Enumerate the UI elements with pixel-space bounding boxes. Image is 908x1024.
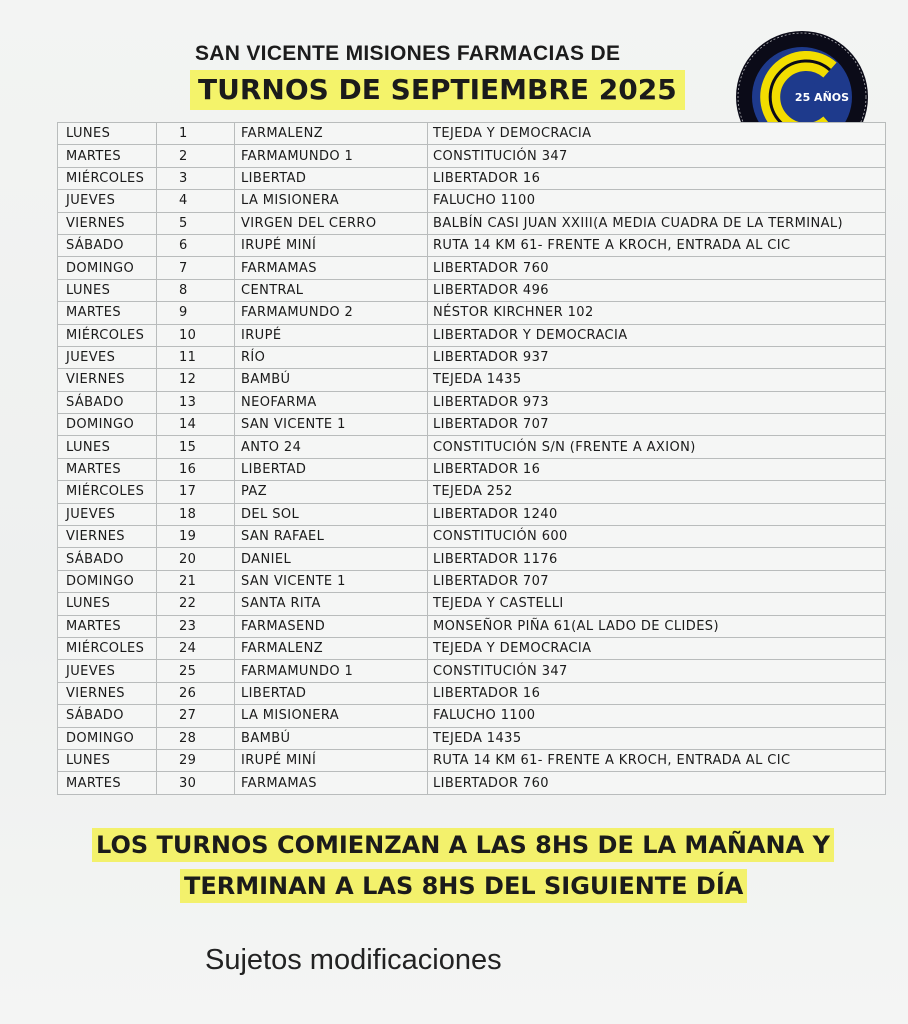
pharmacy-name-cell: FARMAMUNDO 1 [235,145,428,167]
day-cell: VIERNES [58,682,157,704]
note-line-2: TERMINAN A LAS 8HS DEL SIGUIENTE DÍA [180,869,747,903]
date-cell: 21 [157,570,235,592]
date-cell: 17 [157,481,235,503]
date-cell: 25 [157,660,235,682]
pharmacy-name-cell: LIBERTAD [235,458,428,480]
day-cell: MIÉRCOLES [58,167,157,189]
day-cell: DOMINGO [58,414,157,436]
pharmacy-name-cell: DANIEL [235,548,428,570]
day-cell: LUNES [58,123,157,145]
date-cell: 11 [157,346,235,368]
table-row [58,503,886,525]
date-cell: 2 [157,145,235,167]
date-cell: 22 [157,593,235,615]
pharmacy-name-cell: IRUPÉ MINÍ [235,234,428,256]
table-row [58,458,886,480]
pharmacy-name-cell: LA MISIONERA [235,190,428,212]
date-cell: 18 [157,503,235,525]
pharmacy-name-cell: FARMAMAS [235,257,428,279]
table-row [58,190,886,212]
address-cell: LIBERTADOR 1176 [428,548,886,570]
pharmacy-name-cell: IRUPÉ [235,324,428,346]
day-cell: DOMINGO [58,570,157,592]
date-cell: 28 [157,727,235,749]
date-cell: 12 [157,369,235,391]
address-cell: NÉSTOR KIRCHNER 102 [428,302,886,324]
day-cell: SÁBADO [58,705,157,727]
pharmacy-name-cell: ANTO 24 [235,436,428,458]
date-cell: 1 [157,123,235,145]
pharmacy-name-cell: FARMAMAS [235,772,428,794]
day-cell: MARTES [58,772,157,794]
address-cell: LIBERTADOR 937 [428,346,886,368]
day-cell: VIERNES [58,526,157,548]
address-cell: RUTA 14 KM 61- FRENTE A KROCH, ENTRADA AL CIC [428,234,886,256]
date-cell: 9 [157,302,235,324]
address-cell: LIBERTADOR 16 [428,682,886,704]
address-cell: CONSTITUCIÓN 600 [428,526,886,548]
pharmacy-name-cell: FARMAMUNDO 1 [235,660,428,682]
date-cell: 16 [157,458,235,480]
date-cell: 29 [157,749,235,771]
pharmacy-name-cell: SANTA RITA [235,593,428,615]
date-cell: 24 [157,637,235,659]
pharmacy-schedule-table [57,122,886,795]
table-row [58,279,886,301]
day-cell: DOMINGO [58,727,157,749]
table-row [58,234,886,256]
pharmacy-name-cell: VIRGEN DEL CERRO [235,212,428,234]
pharmacy-name-cell: FARMALENZ [235,637,428,659]
day-cell: VIERNES [58,212,157,234]
address-cell: FALUCHO 1100 [428,705,886,727]
day-cell: MARTES [58,615,157,637]
date-cell: 7 [157,257,235,279]
day-cell: LUNES [58,593,157,615]
address-cell: CONSTITUCIÓN S/N (FRENTE A AXION) [428,436,886,458]
date-cell: 4 [157,190,235,212]
date-cell: 13 [157,391,235,413]
date-cell: 26 [157,682,235,704]
pharmacy-name-cell: CENTRAL [235,279,428,301]
table-row [58,526,886,548]
day-cell: LUNES [58,436,157,458]
pharmacy-name-cell: FARMASEND [235,615,428,637]
address-cell: LIBERTADOR 16 [428,167,886,189]
header-title: TURNOS DE SEPTIEMBRE 2025 [190,70,685,110]
table-row [58,615,886,637]
logo-badge-text: 25 AÑOS [794,91,850,104]
day-cell: VIERNES [58,369,157,391]
address-cell: CONSTITUCIÓN 347 [428,660,886,682]
date-cell: 15 [157,436,235,458]
address-cell: MONSEÑOR PIÑA 61(AL LADO DE CLIDES) [428,615,886,637]
table-row [58,570,886,592]
pharmacy-name-cell: LIBERTAD [235,167,428,189]
pharmacy-name-cell: LIBERTAD [235,682,428,704]
day-cell: MIÉRCOLES [58,324,157,346]
address-cell: BALBÍN CASI JUAN XXIII(A MEDIA CUADRA DE LA TERMINAL) [428,212,886,234]
pharmacy-name-cell: RÍO [235,346,428,368]
address-cell: LIBERTADOR 707 [428,414,886,436]
day-cell: JUEVES [58,346,157,368]
day-cell: DOMINGO [58,257,157,279]
pharmacy-name-cell: LA MISIONERA [235,705,428,727]
date-cell: 23 [157,615,235,637]
table-row [58,414,886,436]
address-cell: TEJEDA 1435 [428,727,886,749]
table-row [58,369,886,391]
table-row [58,637,886,659]
date-cell: 19 [157,526,235,548]
table-row [58,481,886,503]
table-row [58,123,886,145]
pharmacy-name-cell: NEOFARMA [235,391,428,413]
table-row [58,257,886,279]
table-row [58,212,886,234]
day-cell: MARTES [58,302,157,324]
date-cell: 6 [157,234,235,256]
day-cell: MIÉRCOLES [58,481,157,503]
day-cell: JUEVES [58,660,157,682]
day-cell: SÁBADO [58,234,157,256]
day-cell: SÁBADO [58,391,157,413]
pharmacy-name-cell: FARMAMUNDO 2 [235,302,428,324]
footer-note: Sujetos modificaciones [205,944,502,976]
address-cell: LIBERTADOR 760 [428,772,886,794]
date-cell: 8 [157,279,235,301]
day-cell: MARTES [58,145,157,167]
address-cell: RUTA 14 KM 61- FRENTE A KROCH, ENTRADA AL CIC [428,749,886,771]
address-cell: TEJEDA 1435 [428,369,886,391]
date-cell: 10 [157,324,235,346]
date-cell: 3 [157,167,235,189]
day-cell: MIÉRCOLES [58,637,157,659]
address-cell: LIBERTADOR 973 [428,391,886,413]
address-cell: LIBERTADOR 16 [428,458,886,480]
table-row [58,772,886,794]
table-row [58,167,886,189]
date-cell: 20 [157,548,235,570]
address-cell: TEJEDA Y DEMOCRACIA [428,123,886,145]
day-cell: MARTES [58,458,157,480]
address-cell: TEJEDA Y DEMOCRACIA [428,637,886,659]
table-row [58,391,886,413]
table-row [58,705,886,727]
pharmacy-name-cell: FARMALENZ [235,123,428,145]
date-cell: 27 [157,705,235,727]
day-cell: LUNES [58,279,157,301]
address-cell: FALUCHO 1100 [428,190,886,212]
day-cell: JUEVES [58,190,157,212]
table-row [58,749,886,771]
pharmacy-name-cell: PAZ [235,481,428,503]
address-cell: LIBERTADOR 760 [428,257,886,279]
day-cell: LUNES [58,749,157,771]
table-row [58,346,886,368]
pharmacy-name-cell: IRUPÉ MINÍ [235,749,428,771]
day-cell: SÁBADO [58,548,157,570]
date-cell: 14 [157,414,235,436]
pharmacy-name-cell: DEL SOL [235,503,428,525]
pharmacy-name-cell: SAN VICENTE 1 [235,414,428,436]
address-cell: LIBERTADOR 496 [428,279,886,301]
table-row [58,682,886,704]
address-cell: LIBERTADOR 1240 [428,503,886,525]
table-row [58,302,886,324]
day-cell: JUEVES [58,503,157,525]
address-cell: TEJEDA 252 [428,481,886,503]
table-row [58,145,886,167]
pharmacy-name-cell: SAN RAFAEL [235,526,428,548]
note-line-1: LOS TURNOS COMIENZAN A LAS 8HS DE LA MAÑANA Y [92,828,834,862]
table-row [58,660,886,682]
table-row [58,727,886,749]
pharmacy-name-cell: SAN VICENTE 1 [235,570,428,592]
date-cell: 30 [157,772,235,794]
address-cell: LIBERTADOR Y DEMOCRACIA [428,324,886,346]
address-cell: CONSTITUCIÓN 347 [428,145,886,167]
table-row [58,324,886,346]
pharmacy-name-cell: BAMBÚ [235,369,428,391]
pharmacy-name-cell: BAMBÚ [235,727,428,749]
header-line-1: SAN VICENTE MISIONES FARMACIAS DE [195,42,621,65]
table-row [58,593,886,615]
table-row [58,436,886,458]
table-row [58,548,886,570]
address-cell: LIBERTADOR 707 [428,570,886,592]
date-cell: 5 [157,212,235,234]
address-cell: TEJEDA Y CASTELLI [428,593,886,615]
